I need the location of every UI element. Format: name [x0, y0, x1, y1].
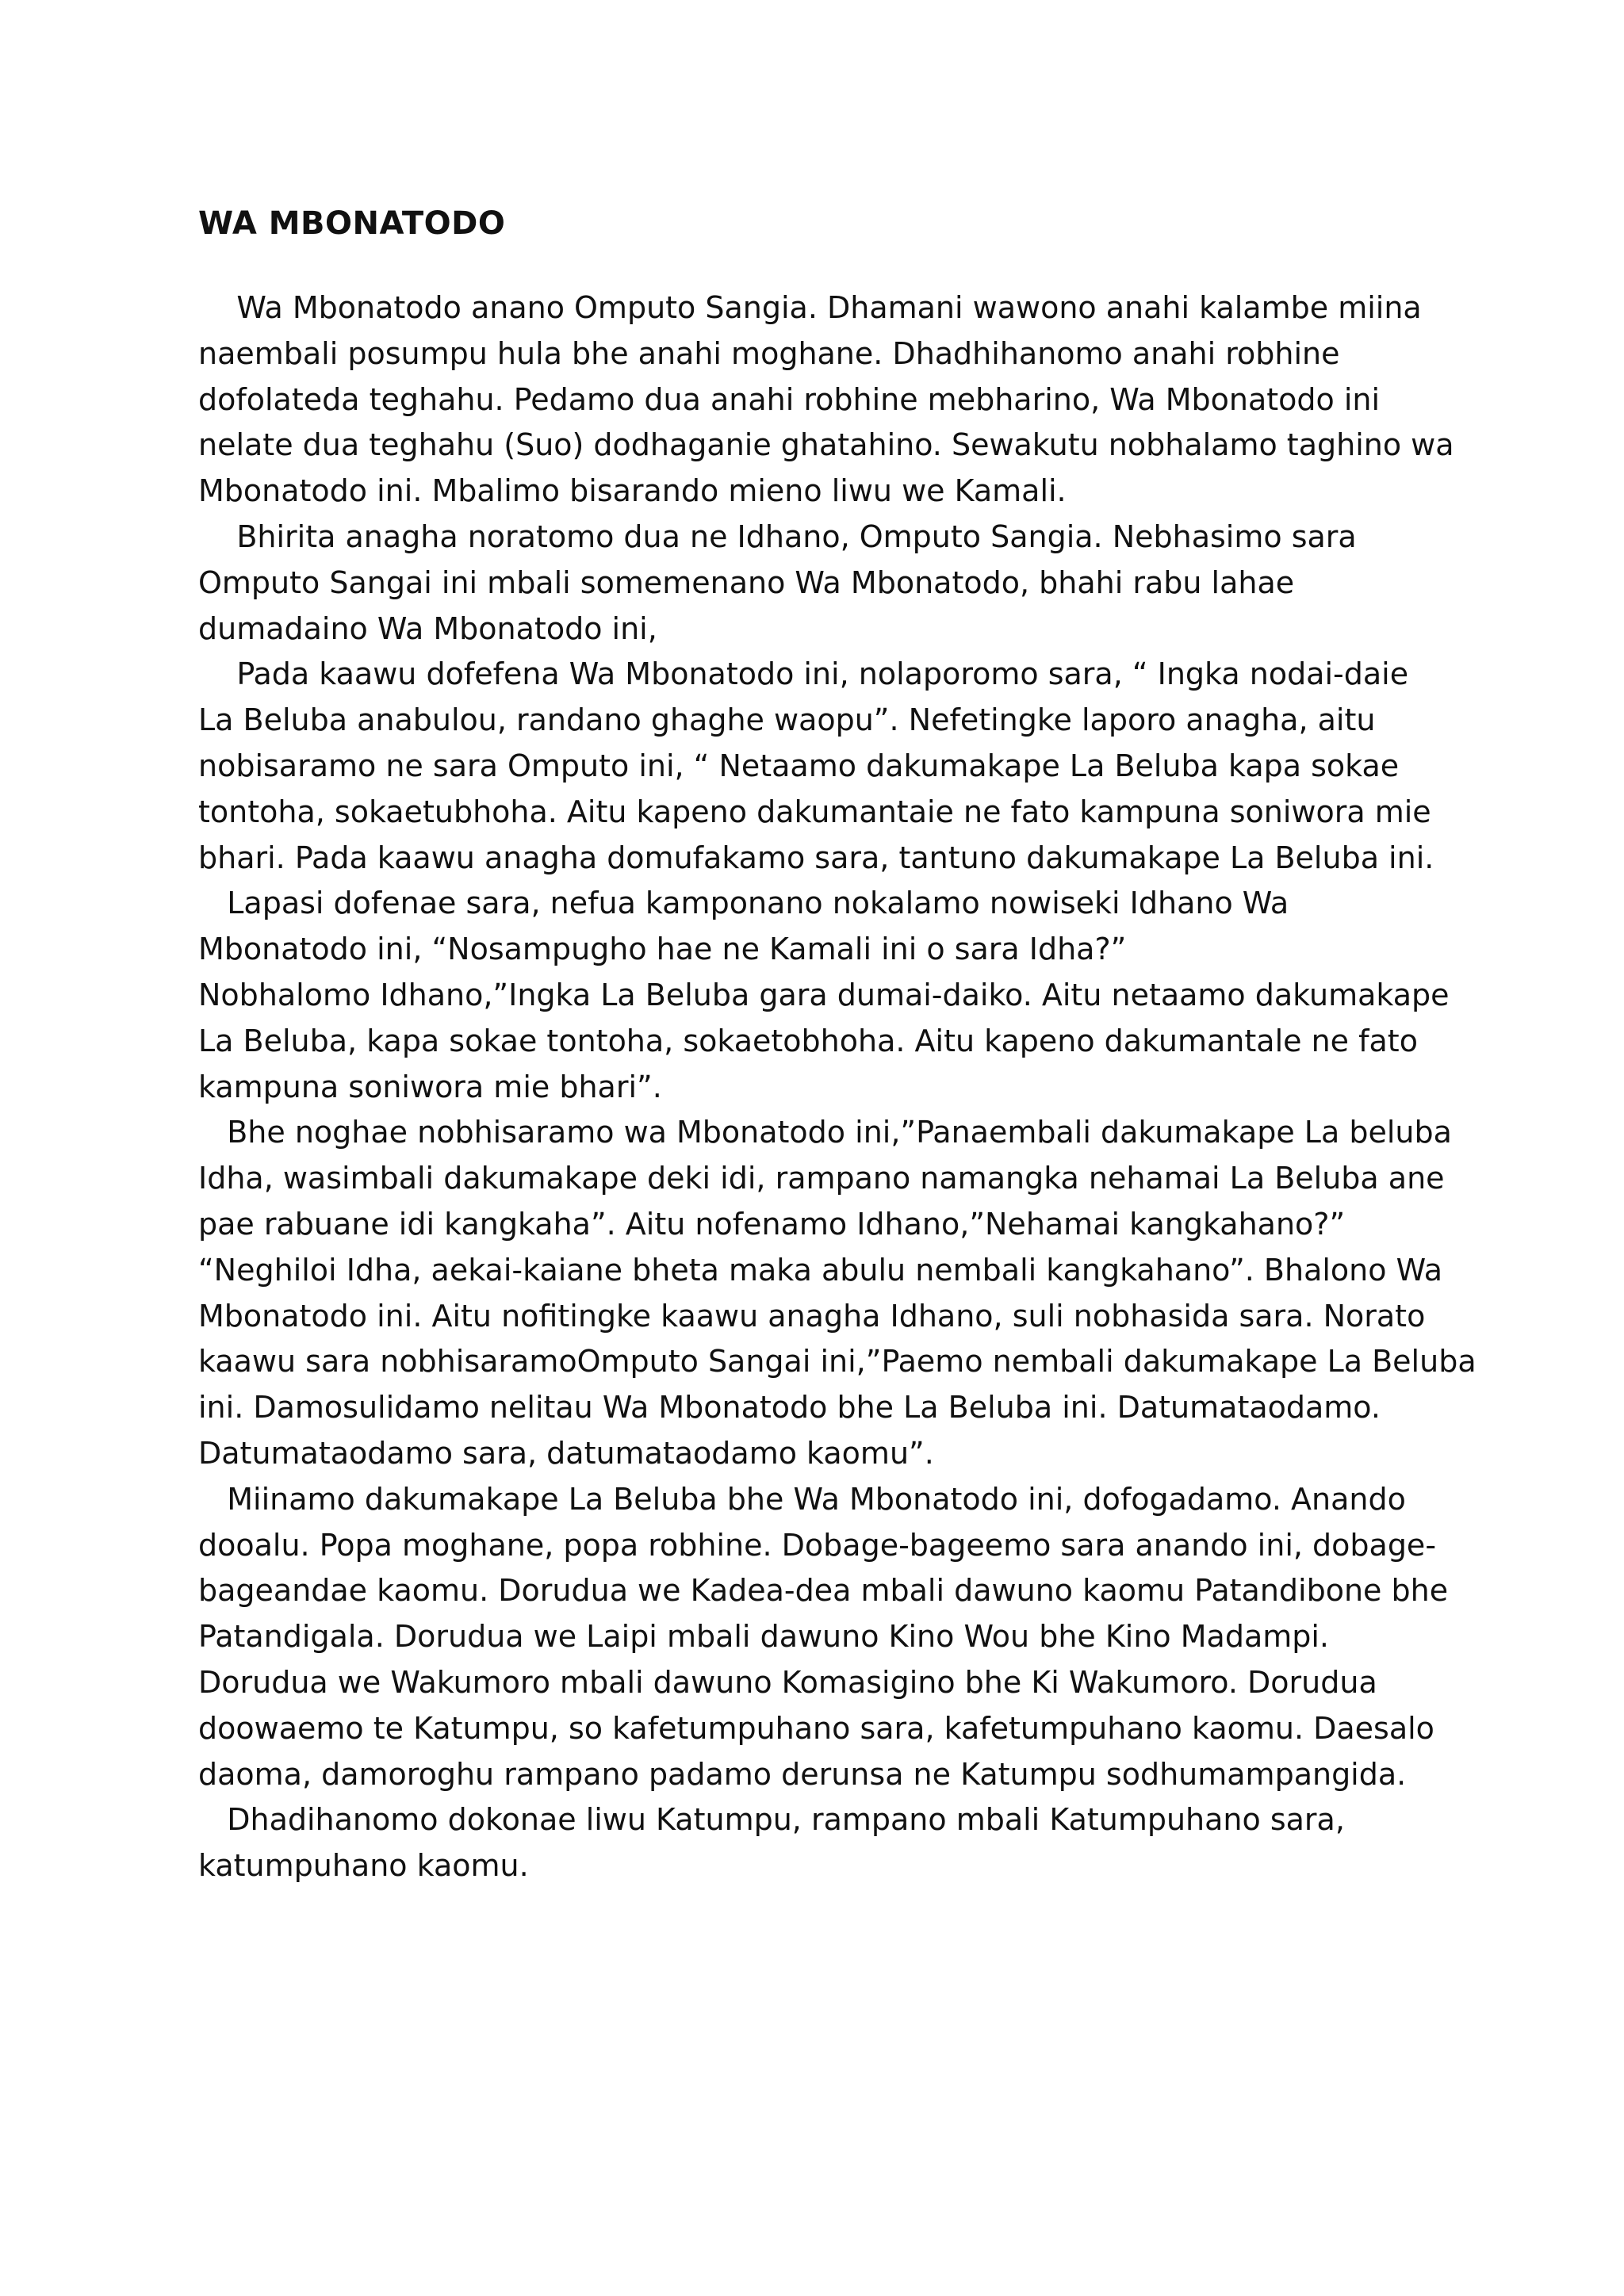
text-line: dooalu. Popa moghane, popa robhine. Dobage-bageemo sara anando ini, dobage- [198, 1527, 1437, 1563]
text-line: ini. Damosulidamo nelitau Wa Mbonatodo bhe La Beluba ini. Datumataodamo. [198, 1390, 1381, 1425]
text-line: Miinamo dakumakape La Beluba bhe Wa Mbonatodo ini, dofogadamo. Anando [198, 1481, 1406, 1517]
text-line: Dhadihanomo dokonae liwu Katumpu, rampano mbali Katumpuhano sara, [198, 1802, 1345, 1838]
text-line: Bhe noghae nobhisaramo wa Mbonatodo ini,”Panaembali dakumakape La beluba [198, 1115, 1452, 1150]
text-line: dofolateda teghahu. Pedamo dua anahi robhine mebharino, Wa Mbonatodo ini [198, 381, 1381, 417]
text-line: Wa Mbonatodo anano Omputo Sangia. Dhamani wawono anahi kalambe miina [198, 290, 1422, 325]
text-line: doowaemo te Katumpu, so kafetumpuhano sara, kafetumpuhano kaomu. Daesalo [198, 1710, 1434, 1746]
text-line: Mbonatodo ini, “Nosampugho hae ne Kamali ini o sara Idha?” [198, 932, 1127, 967]
text-line: “Neghiloi Idha, aekai-kaiane bheta maka abulu nembali kangkahano”. Bhalono Wa [198, 1252, 1443, 1288]
text-line: daoma, damoroghu rampano padamo derunsa ne Katumpu sodhumampangida. [198, 1756, 1407, 1792]
text-line: bhari. Pada kaawu anagha domufakamo sara, tantuno dakumakape La Beluba ini. [198, 840, 1434, 875]
text-line: Patandigala. Dorudua we Laipi mbali dawuno Kino Wou bhe Kino Madampi. [198, 1619, 1330, 1655]
text-line: nobisaramo ne sara Omputo ini, “ Netaamo dakumakape La Beluba kapa sokae [198, 748, 1400, 783]
text-line: Pada kaawu dofefena Wa Mbonatodo ini, nolaporomo sara, “ Ingka nodai-daie [198, 656, 1409, 692]
text-line: pae rabuane idi kangkaha”. Aitu nofenamo Idhano,”Nehamai kangkahano?” [198, 1206, 1346, 1242]
text-line: Lapasi dofenae sara, nefua kamponano nokalamo nowiseki Idhano Wa [198, 886, 1289, 921]
document-body [198, 285, 1477, 1889]
text-line: naembali posumpu hula bhe anahi moghane. Dhadhihanomo anahi robhine [198, 335, 1340, 371]
text-line: Dorudua we Wakumoro mbali dawuno Komasigino bhe Ki Wakumoro. Dorudua [198, 1664, 1377, 1700]
text-line: Bhirita anagha noratomo dua ne Idhano, Omputo Sangia. Nebhasimo sara [198, 519, 1357, 554]
document-title: WA MBONATODO [198, 205, 506, 242]
text-line: kaawu sara nobhisaramoOmputo Sangai ini,”Paemo nembali dakumakape La Beluba [198, 1344, 1477, 1380]
text-line: tontoha, sokaetubhoha. Aitu kapeno dakumantaie ne fato kampuna soniwora mie [198, 794, 1431, 829]
text-line: Omputo Sangai ini mbali somemenano Wa Mbonatodo, bhahi rabu lahae [198, 564, 1295, 600]
text-line: La Beluba anabulou, randano ghaghe waopu”. Nefetingke laporo anagha, aitu [198, 702, 1376, 738]
text-line: katumpuhano kaomu. [198, 1848, 529, 1884]
text-line: bageandae kaomu. Dorudua we Kadea-dea mbali dawuno kaomu Patandibone bhe [198, 1573, 1449, 1609]
text-line: nelate dua teghahu (Suo) dodhaganie ghatahino. Sewakutu nobhalamo taghino wa [198, 427, 1454, 463]
text-line: Datumataodamo sara, datumataodamo kaomu”. [198, 1435, 934, 1471]
text-line: Nobhalomo Idhano,”Ingka La Beluba gara dumai-daiko. Aitu netaamo dakumakape [198, 977, 1450, 1012]
text-line: dumadaino Wa Mbonatodo ini, [198, 610, 657, 646]
text-line: La Beluba, kapa sokae tontoha, sokaetobhoha. Aitu kapeno dakumantale ne fato [198, 1023, 1418, 1058]
text-line: Mbonatodo ini. Mbalimo bisarando mieno liwu we Kamali. [198, 473, 1067, 509]
text-line: kampuna soniwora mie bhari”. [198, 1069, 662, 1104]
text-line: Mbonatodo ini. Aitu nofitingke kaawu anagha Idhano, suli nobhasida sara. Norato [198, 1298, 1426, 1334]
document-page [198, 198, 1477, 1889]
text-line: Idha, wasimbali dakumakape deki idi, rampano namangka nehamai La Beluba ane [198, 1161, 1445, 1196]
